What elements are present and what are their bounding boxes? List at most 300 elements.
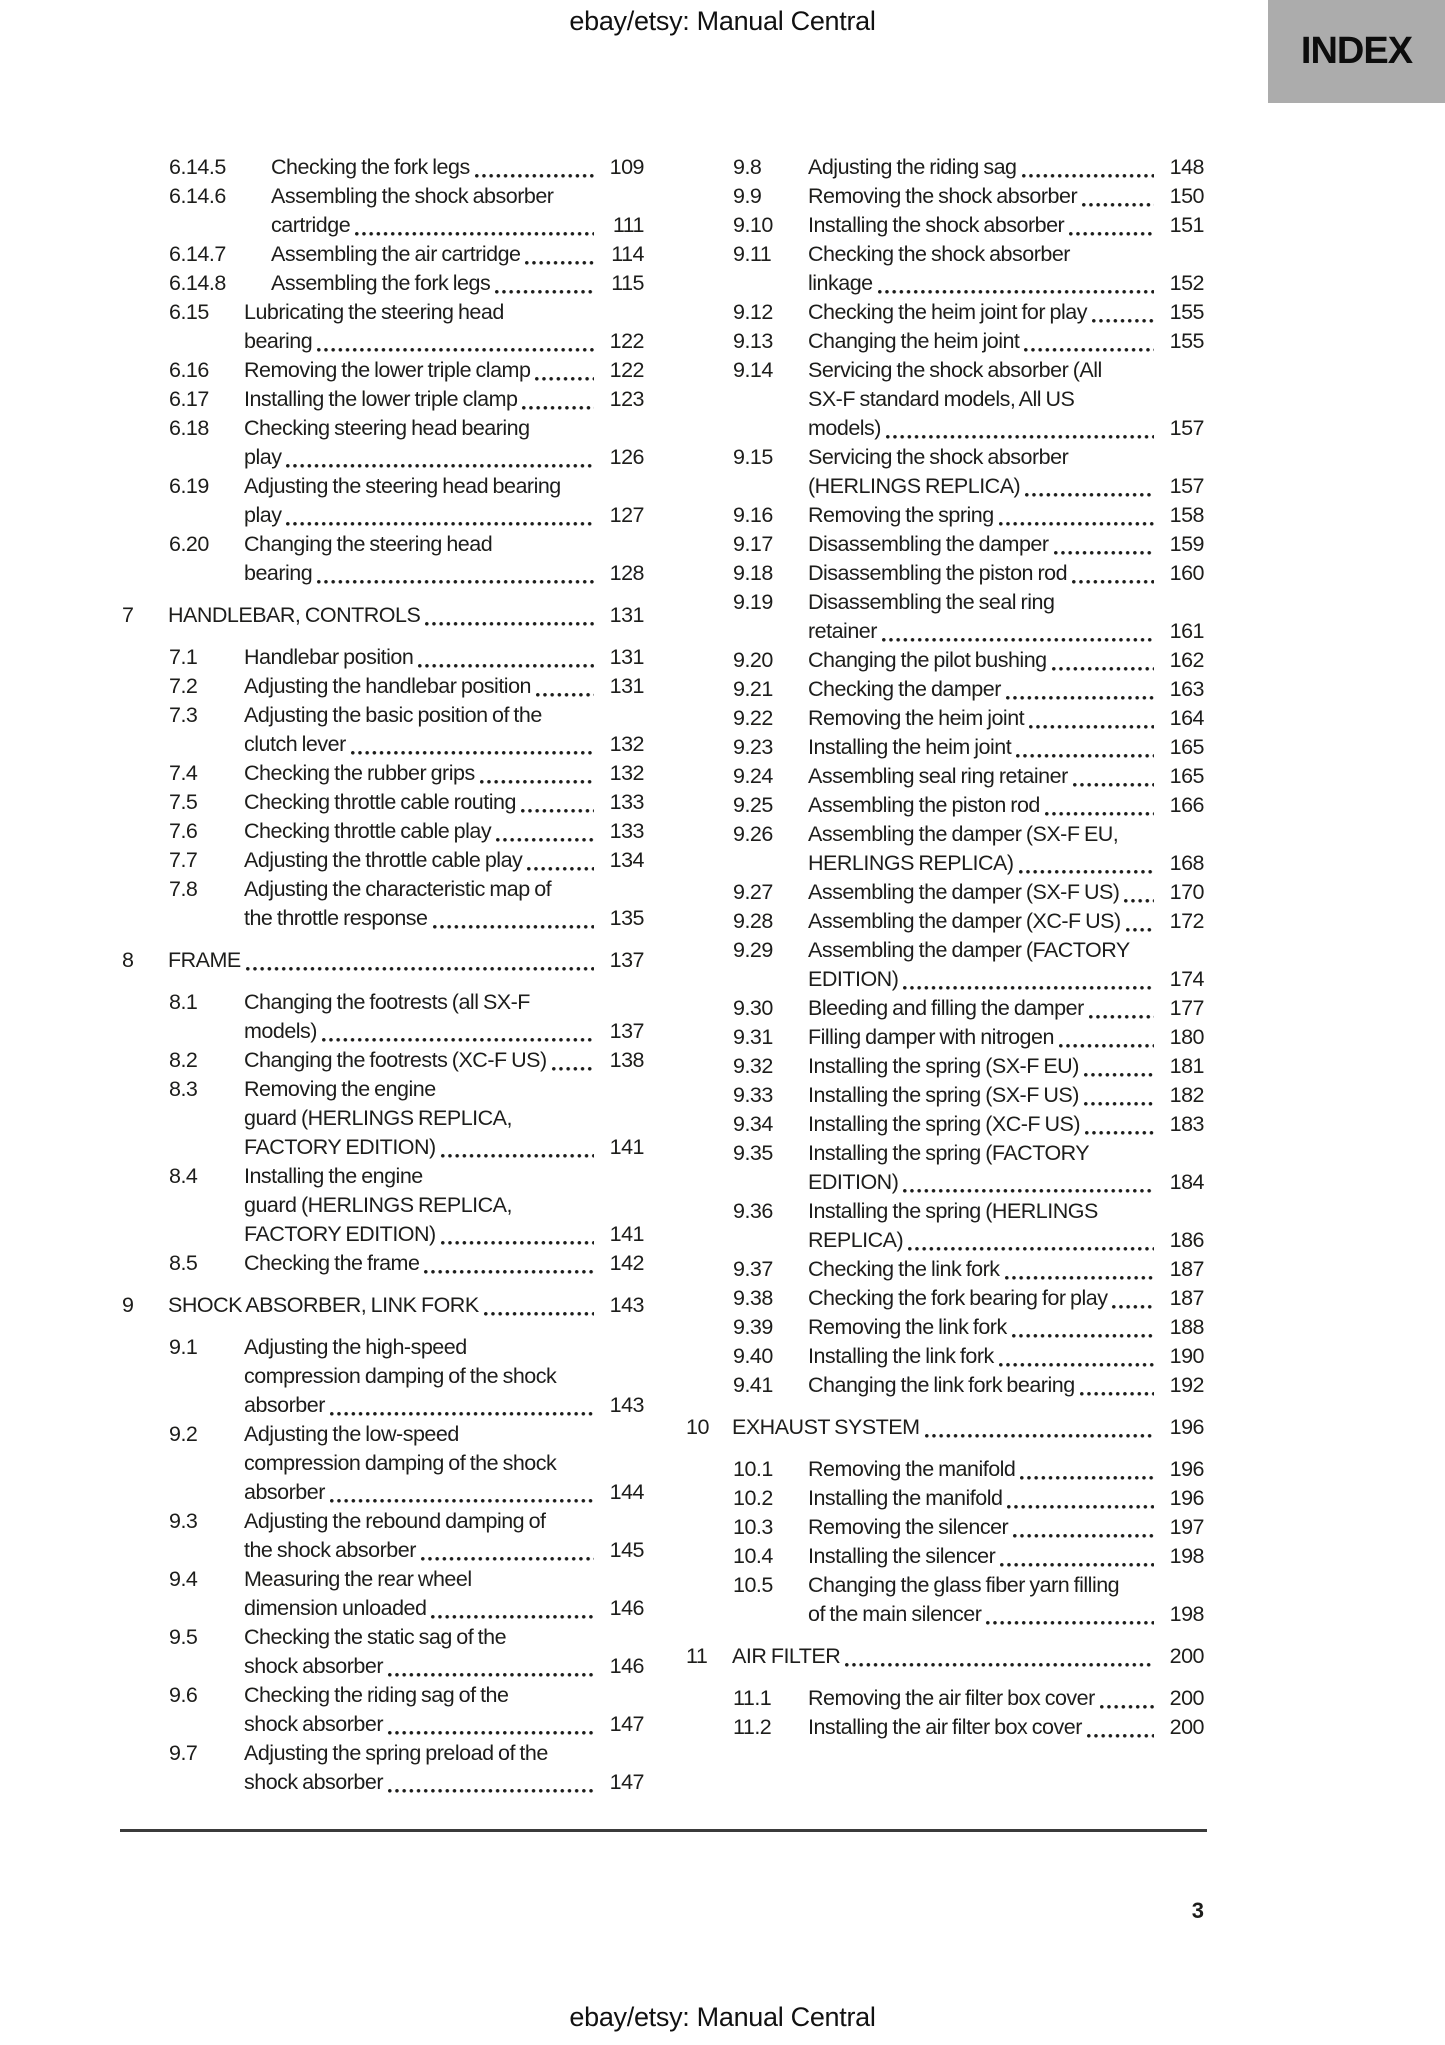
toc-entry-page: 186: [1169, 1228, 1204, 1252]
dot-leader: [536, 693, 594, 697]
toc-entry-page: 137: [609, 1019, 644, 1043]
toc-entry-number: 9.16: [733, 503, 773, 527]
dot-leader: [1012, 1334, 1154, 1338]
toc-entry: [122, 1420, 644, 1507]
toc-entry-last-line: [271, 240, 644, 269]
toc-entry-content: [244, 1739, 644, 1797]
toc-entry-last-line: [808, 849, 1204, 878]
toc-entry-title: the throttle response: [244, 906, 428, 930]
toc-entry-number: 10.2: [733, 1486, 773, 1510]
toc-entry-last-line: [808, 1513, 1204, 1542]
toc-entry-number: 11.2: [733, 1715, 772, 1739]
dot-leader: [925, 1434, 1154, 1438]
toc-entry-page: 196: [1169, 1486, 1204, 1510]
toc-entry: [686, 1542, 1204, 1571]
toc-entry-number: 7: [122, 603, 134, 627]
toc-entry-content: [244, 385, 644, 414]
toc-entry-page: 198: [1169, 1544, 1204, 1568]
toc-entry-content: [244, 846, 644, 875]
toc-entry-title: FACTORY EDITION): [244, 1222, 436, 1246]
toc-entry-title: Checking throttle cable play: [244, 819, 492, 843]
toc-entry-number: 9.40: [733, 1344, 773, 1368]
toc-entry-content: [808, 559, 1204, 588]
toc-entry-last-line: [244, 817, 644, 846]
header-title: ebay/etsy: Manual Central: [569, 6, 876, 36]
toc-entry-last-line: [271, 269, 644, 298]
dot-leader: [1100, 1705, 1154, 1709]
toc-entry-number: 6.14.5: [169, 155, 226, 179]
dot-leader: [1016, 754, 1154, 758]
toc-entry-number: 10.1: [733, 1457, 773, 1481]
toc-entry-title: Assembling the piston rod: [808, 793, 1040, 817]
toc-entry-title: Changing the heim joint: [808, 329, 1020, 353]
toc-entry-number: 10.3: [733, 1515, 773, 1539]
toc-entry-last-line: [244, 672, 644, 701]
toc-entry-last-line: [808, 878, 1204, 907]
toc-entry-title: Checking the fork legs: [271, 155, 470, 179]
toc-entry: [122, 643, 644, 672]
toc-entry-title-line: Changing the steering head: [244, 532, 493, 556]
toc-entry-last-line: [271, 211, 644, 240]
toc-entry-content: [808, 1197, 1204, 1255]
toc-entry: [686, 182, 1204, 211]
toc-entry: [122, 1681, 644, 1739]
toc-entry: [686, 878, 1204, 907]
toc-entry-last-line: [244, 1594, 644, 1623]
toc-entry-title-line: Checking steering head bearing: [244, 416, 530, 440]
toc-entry-title: dimension unloaded: [244, 1596, 427, 1620]
dot-leader: [246, 967, 594, 971]
toc-entry: [122, 846, 644, 875]
dot-leader: [286, 522, 594, 526]
toc-entry-title-line: Lubricating the steering head: [244, 300, 504, 324]
toc-entry-number: 8.3: [169, 1077, 198, 1101]
toc-entry-content: [808, 501, 1204, 530]
toc-entry-title-line: Measuring the rear wheel: [244, 1567, 472, 1591]
toc-entry-title: Bleeding and filling the damper: [808, 996, 1084, 1020]
toc-entry-page: 197: [1169, 1515, 1204, 1539]
toc-entry: [122, 988, 644, 1046]
toc-entry: [686, 153, 1204, 182]
toc-entry-page: 131: [609, 645, 644, 669]
toc-entry-title: play: [244, 445, 282, 469]
toc-entry-page: 196: [1169, 1457, 1204, 1481]
toc-entry-number: 7.4: [169, 761, 198, 785]
toc-entry-number: 9.21: [733, 677, 773, 701]
dot-leader: [1025, 493, 1154, 497]
toc-entry: [122, 1507, 644, 1565]
toc-entry-title: AIR FILTER: [732, 1644, 841, 1668]
toc-entry-title: cartridge: [271, 213, 351, 237]
toc-entry-last-line: [808, 762, 1204, 791]
toc-entry: [686, 907, 1204, 936]
toc-entry-content: [271, 269, 644, 298]
toc-entry-content: [808, 530, 1204, 559]
toc-entry-title: Installing the manifold: [808, 1486, 1003, 1510]
toc-entry-last-line: [244, 1249, 644, 1278]
toc-entry-title-line: Checking the static sag of the: [244, 1625, 507, 1649]
toc-entry-page: 180: [1169, 1025, 1204, 1049]
toc-entry-title: Installing the silencer: [808, 1544, 996, 1568]
toc-entry: [686, 356, 1204, 443]
dot-leader: [886, 435, 1154, 439]
dot-leader: [1022, 174, 1154, 178]
toc-entry-content: [244, 1333, 644, 1420]
toc-entry-number: 9.22: [733, 706, 773, 730]
toc-entry: [122, 1249, 644, 1278]
dot-leader: [1082, 203, 1154, 207]
dot-leader: [1073, 783, 1154, 787]
dot-leader: [1069, 232, 1154, 236]
toc-entry-content: [271, 153, 644, 182]
toc-entry-title: Removing the silencer: [808, 1515, 1009, 1539]
toc-entry-title-line: Assembling the shock absorber: [271, 184, 554, 208]
toc-entry-title: Installing the spring (SX-F US): [808, 1083, 1079, 1107]
toc-entry-number: 11: [686, 1644, 708, 1668]
toc-entry-last-line: [244, 501, 644, 530]
toc-entry-content: [808, 1684, 1204, 1713]
toc-entry-last-line: [808, 269, 1204, 298]
toc-entry-title-line: Servicing the shock absorber: [808, 445, 1069, 469]
toc-entry: [686, 1284, 1204, 1313]
toc-entry-page: 200: [1169, 1715, 1204, 1739]
toc-entry-number: 9.13: [733, 329, 773, 353]
toc-entry-content: [808, 1713, 1204, 1742]
toc-entry-page: 184: [1169, 1170, 1204, 1194]
toc-entry-last-line: [808, 182, 1204, 211]
toc-entry-content: [808, 1513, 1204, 1542]
toc-entry-number: 8.1: [169, 990, 198, 1014]
toc-entry-page: 200: [1169, 1686, 1204, 1710]
toc-entry-title: Changing the link fork bearing: [808, 1373, 1075, 1397]
toc-entry: [686, 936, 1204, 994]
toc-entry-title-line: Adjusting the rebound damping of: [244, 1509, 546, 1533]
toc-entry-last-line: [808, 646, 1204, 675]
toc-entry: [686, 994, 1204, 1023]
toc-entry-last-line: [244, 788, 644, 817]
toc-entry-title: play: [244, 503, 282, 527]
toc-entry-last-line: [244, 1768, 644, 1797]
toc-entry-number: 8.2: [169, 1048, 198, 1072]
dot-leader: [986, 1621, 1154, 1625]
toc-entry-content: [808, 1139, 1204, 1197]
toc-entry-last-line: [808, 907, 1204, 936]
toc-entry-content: [808, 820, 1204, 878]
toc-entry-page: 114: [611, 242, 644, 266]
toc-entry-page: 187: [1169, 1286, 1204, 1310]
toc-entry-page: 160: [1169, 561, 1204, 585]
toc-entry-page: 145: [609, 1538, 644, 1562]
toc-entry-title: Disassembling the damper: [808, 532, 1049, 556]
toc-entry-page: 182: [1169, 1083, 1204, 1107]
toc-entry-page: 135: [609, 906, 644, 930]
dot-leader: [322, 1038, 594, 1042]
toc-entry-content: [244, 530, 644, 588]
toc-entry: [122, 1739, 644, 1797]
toc-entry-last-line: [808, 704, 1204, 733]
toc-entry-last-line: [808, 1110, 1204, 1139]
toc-entry-title-line: Installing the spring (FACTORY: [808, 1141, 1090, 1165]
toc-entry-title: Removing the heim joint: [808, 706, 1025, 730]
toc-entry-last-line: [808, 1168, 1204, 1197]
dot-leader: [495, 290, 594, 294]
toc-entry-content: [808, 1081, 1204, 1110]
toc-entry: [686, 1255, 1204, 1284]
toc-entry-page: 141: [609, 1135, 644, 1159]
toc-entry-page: 151: [1169, 213, 1204, 237]
toc-entry-page: 148: [1169, 155, 1204, 179]
toc-entry-number: 9.31: [733, 1025, 773, 1049]
toc-entry-last-line: [808, 530, 1204, 559]
toc-entry-content: [244, 643, 644, 672]
toc-entry-title: Filling damper with nitrogen: [808, 1025, 1054, 1049]
toc-entry-title: absorber: [244, 1480, 325, 1504]
toc-entry-page: 188: [1169, 1315, 1204, 1339]
toc-entry-number: 9.1: [169, 1335, 198, 1359]
toc-entry-content: [244, 788, 644, 817]
toc-entry: [686, 1513, 1204, 1542]
toc-entry-last-line: [244, 904, 644, 933]
toc-entry: [686, 501, 1204, 530]
toc-entry: [686, 1313, 1204, 1342]
toc-entry: [686, 646, 1204, 675]
toc-entry: [122, 1075, 644, 1162]
toc-entry-title: Removing the link fork: [808, 1315, 1007, 1339]
toc-entry-number: 9.41: [733, 1373, 773, 1397]
toc-entry-last-line: [808, 298, 1204, 327]
toc-entry-page: 127: [609, 503, 644, 527]
toc-entry-title: of the main silencer: [808, 1602, 982, 1626]
toc-entry-last-line: [808, 1342, 1204, 1371]
toc-entry-title: linkage: [808, 271, 873, 295]
toc-entry-page: 183: [1169, 1112, 1204, 1136]
dot-leader: [1084, 1073, 1154, 1077]
dot-leader: [441, 1241, 594, 1245]
toc-entry-title-line: Assembling the damper (FACTORY: [808, 938, 1130, 962]
toc-entry-content: [808, 1371, 1204, 1400]
toc-entry: [686, 820, 1204, 878]
dot-leader: [330, 1499, 594, 1503]
toc-entry-last-line: [244, 1133, 644, 1162]
dot-leader: [1072, 580, 1154, 584]
toc-entry-last-line: [732, 1642, 1204, 1671]
toc-entry-last-line: [244, 1710, 644, 1739]
toc-entry-content: [244, 875, 644, 933]
toc-entry: [122, 701, 644, 759]
toc-entry-title-line: Adjusting the basic position of the: [244, 703, 542, 727]
toc-entry: [686, 704, 1204, 733]
toc-entry-number: 6.19: [169, 474, 209, 498]
toc-entry-page: 170: [1169, 880, 1204, 904]
toc-entry-title: Assembling seal ring retainer: [808, 764, 1068, 788]
toc-entry-last-line: [808, 733, 1204, 762]
toc-entry-number: 7.3: [169, 703, 198, 727]
toc-entry-title: shock absorber: [244, 1712, 383, 1736]
toc-entry-title: bearing: [244, 561, 313, 585]
toc-entry-number: 9.5: [169, 1625, 198, 1649]
toc-entry-last-line: [808, 617, 1204, 646]
toc-entry-last-line: [244, 327, 644, 356]
toc-entry-title: EDITION): [808, 967, 899, 991]
toc-chapter-entry: [122, 946, 644, 975]
toc-entry-last-line: [808, 1455, 1204, 1484]
toc-entry-title: the shock absorber: [244, 1538, 416, 1562]
toc-entry-title-line: Checking the riding sag of the: [244, 1683, 509, 1707]
toc-entry-content: [244, 701, 644, 759]
toc-entry-page: 134: [609, 848, 644, 872]
toc-entry-title-line: Servicing the shock absorber (All: [808, 358, 1102, 382]
dot-leader: [1006, 696, 1154, 700]
dot-leader: [903, 986, 1154, 990]
toc-entry-page: 192: [1169, 1373, 1204, 1397]
dot-leader: [535, 377, 594, 381]
toc-entry: [122, 298, 644, 356]
toc-entry-number: 7.7: [169, 848, 198, 872]
toc-entry-content: [808, 1313, 1204, 1342]
toc-entry: [686, 298, 1204, 327]
toc-entry-title: clutch lever: [244, 732, 346, 756]
toc-entry-last-line: [808, 1484, 1204, 1513]
dot-leader: [1007, 1505, 1154, 1509]
toc-entry: [686, 1052, 1204, 1081]
toc-entry-page: 132: [609, 732, 644, 756]
toc-entry: [686, 1484, 1204, 1513]
toc-entry-number: 11.1: [733, 1686, 772, 1710]
index-tab-label: INDEX: [1300, 30, 1413, 72]
toc-entry-content: [168, 946, 644, 975]
toc-entry-title-line: Changing the footrests (all SX-F: [244, 990, 530, 1014]
dot-leader: [330, 1412, 594, 1416]
toc-entry-number: 9.14: [733, 358, 773, 382]
toc-entry-page: 111: [612, 213, 644, 237]
toc-entry-title: Assembling the damper (XC-F US): [808, 909, 1121, 933]
toc-entry-title: Checking the fork bearing for play: [808, 1286, 1108, 1310]
toc-entry-last-line: [244, 1478, 644, 1507]
toc-entry-page: 131: [609, 674, 644, 698]
toc-entry: [122, 672, 644, 701]
toc-entry-content: [168, 1291, 644, 1320]
toc-entry-title-line: Installing the spring (HERLINGS: [808, 1199, 1098, 1223]
toc-entry-number: 9.37: [733, 1257, 773, 1281]
dot-leader: [431, 1615, 594, 1619]
toc-entry-page: 162: [1169, 648, 1204, 672]
toc-entry-page: 187: [1169, 1257, 1204, 1281]
toc-entry-title: HANDLEBAR, CONTROLS: [168, 603, 421, 627]
dot-leader: [1000, 1563, 1154, 1567]
toc-entry-last-line: [808, 1052, 1204, 1081]
toc-entry-last-line: [808, 153, 1204, 182]
toc-entry-content: [808, 646, 1204, 675]
dot-leader: [388, 1673, 594, 1677]
toc-entry-title: EDITION): [808, 1170, 899, 1194]
toc-entry-content: [732, 1642, 1204, 1671]
toc-entry-title: Adjusting the handlebar position: [244, 674, 531, 698]
dot-leader: [1029, 725, 1154, 729]
dot-leader: [1126, 928, 1154, 932]
toc-entry-page: 146: [609, 1654, 644, 1678]
toc-entry-last-line: [244, 443, 644, 472]
toc-entry: [122, 153, 644, 182]
toc-entry-content: [244, 1162, 644, 1249]
toc-entry-number: 7.1: [169, 645, 198, 669]
toc-entry-last-line: [808, 472, 1204, 501]
index-tab: [1268, 0, 1445, 103]
toc-entry-last-line: [808, 675, 1204, 704]
toc-entry-page: 122: [609, 358, 644, 382]
toc-entry-number: 6.14.7: [169, 242, 226, 266]
toc-entry-title: Adjusting the throttle cable play: [244, 848, 523, 872]
toc-entry-page: 150: [1169, 184, 1204, 208]
toc-entry-content: [808, 733, 1204, 762]
toc-entry-title-line: Adjusting the characteristic map of: [244, 877, 552, 901]
dot-leader: [522, 406, 594, 410]
toc-entry-number: 10.4: [733, 1544, 773, 1568]
toc-entry: [122, 356, 644, 385]
toc-entry-content: [808, 153, 1204, 182]
toc-entry-number: 6.18: [169, 416, 209, 440]
toc-entry: [122, 182, 644, 240]
toc-entry-content: [244, 988, 644, 1046]
toc-entry-number: 6.14.8: [169, 271, 226, 295]
toc-entry-number: 9.19: [733, 590, 773, 614]
toc-entry-content: [808, 240, 1204, 298]
toc-entry-title-line: compression damping of the shock: [244, 1364, 557, 1388]
toc-entry: [686, 1081, 1204, 1110]
toc-entry: [686, 1197, 1204, 1255]
toc-entry: [686, 240, 1204, 298]
toc-entry-page: 161: [1169, 619, 1204, 643]
toc-entry-page: 200: [1169, 1644, 1204, 1668]
dot-leader: [1092, 319, 1154, 323]
toc-entry-content: [808, 211, 1204, 240]
toc-entry-page: 157: [1169, 416, 1204, 440]
dot-leader: [425, 622, 594, 626]
toc-entry: [122, 1333, 644, 1420]
toc-entry-title: REPLICA): [808, 1228, 904, 1252]
toc-entry-last-line: [808, 414, 1204, 443]
toc-entry-page: 123: [609, 387, 644, 411]
dot-leader: [484, 1312, 594, 1316]
toc-entry-last-line: [808, 501, 1204, 530]
toc-entry-content: [808, 1023, 1204, 1052]
toc-entry: [686, 443, 1204, 501]
toc-column-right: [686, 153, 1204, 1742]
toc-entry-last-line: [808, 1023, 1204, 1052]
toc-entry-content: [244, 1420, 644, 1507]
toc-entry-page: 132: [609, 761, 644, 785]
toc-entry-title: Changing the pilot bushing: [808, 648, 1047, 672]
toc-chapter-entry: [122, 601, 644, 630]
toc-entry-last-line: [244, 846, 644, 875]
toc-entry-number: 7.5: [169, 790, 198, 814]
toc-entry-title: Checking the rubber grips: [244, 761, 475, 785]
toc-entry-number: 6.15: [169, 300, 209, 324]
dot-leader: [999, 522, 1154, 526]
toc-entry-last-line: [244, 1046, 644, 1075]
toc-entry-content: [808, 675, 1204, 704]
toc-entry-number: 9.15: [733, 445, 773, 469]
toc-entry: [686, 559, 1204, 588]
page-number: 3: [1191, 1898, 1204, 1923]
toc-entry-content: [808, 1052, 1204, 1081]
toc-entry-page: 143: [609, 1393, 644, 1417]
toc-entry-content: [808, 1484, 1204, 1513]
toc-entry: [122, 1162, 644, 1249]
toc-entry-content: [244, 1249, 644, 1278]
toc-entry: [122, 1565, 644, 1623]
dot-leader: [317, 348, 594, 352]
toc-entry-number: 9.20: [733, 648, 773, 672]
